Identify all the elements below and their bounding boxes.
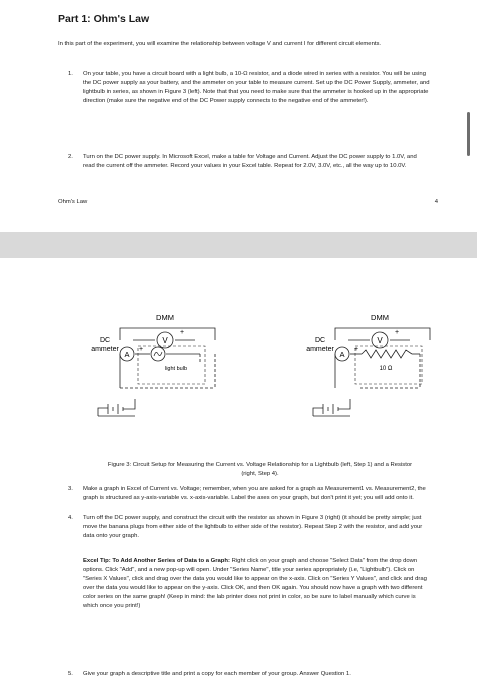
ammeter-label-right: ammeter [306, 346, 334, 353]
page-number: 4 [434, 199, 438, 205]
excel-tip [83, 557, 430, 611]
light-bulb-label: light bulb [164, 366, 188, 372]
intro-paragraph: In this part of the experiment, you will examine the relationship between voltage V and current I for different circuit elements. [58, 41, 382, 47]
dmm-label-left: DMM [156, 313, 174, 322]
page-gap [0, 232, 477, 258]
plus-sign: + [395, 329, 400, 336]
step-text: Turn off the DC power supply, and construct the circuit with the resistor as shown in Figure 3 (right) (it should be pretty simple; just move the banana plugs from either side of the lightbulb to either side of the resistor). Repeat Step 2 with the resistor, and add your data onto your graph. [83, 515, 423, 539]
voltmeter-symbol: V [377, 336, 383, 345]
dc-label-left: DC [99, 337, 111, 344]
step-number: 4. [68, 515, 73, 521]
figure-3-circuits [0, 258, 477, 458]
step-number: 2. [68, 154, 73, 160]
dc-label-right: DC [314, 337, 326, 344]
ammeter-label-left: ammeter [91, 346, 119, 353]
scrollbar[interactable] [467, 112, 470, 156]
step-text: Give your graph a descriptive title and print a copy for each member of your group. Answer Question 1. [83, 671, 351, 677]
step-5 [68, 670, 430, 679]
plus-sign: + [180, 329, 185, 336]
step-2 [68, 153, 430, 171]
document-page-2 [0, 258, 477, 700]
document-page-1 [0, 0, 477, 232]
step-1 [68, 70, 430, 106]
ammeter-symbol: A [339, 350, 345, 359]
plus-sign: + [139, 346, 144, 353]
ammeter-symbol: A [124, 350, 130, 359]
excel-tip-body: Right click on your graph and choose "Select Data" from the drop down options. Click "Add", and a new pop-up will open. Under "Series Name", title your series appropriately (i.e, "Lightbulb"). Click on "Series X Values", click and drag over the data you would like to appear on the x-axis. Click on "Series Y Values", and click and drag over the data you would like to appear on the y-axis. Click OK, and then OK again. You should now have a graph with two different color series on the same graph! (Keep in mind: the lab printer does not print in color, so be sure to label manually which curve is which once you print!) [83, 558, 427, 609]
step-number: 3. [68, 486, 73, 492]
step-number: 1. [68, 71, 73, 77]
step-text: On your table, you have a circuit board with a light bulb, a 10-Ω resistor, and a diode wired in series with a resistor. You will be using the DC power supply as your battery, and the ammeter on your table to measure current. Set up the DC Power Supply, ammeter, and lightbulb in series, as shown in Figure 3 (left). Note that that you need to make sure that the ammeter is hooked up in the appropriate direction (make sure the negative end of the DC Power supply connects to the negative end of the ammeter!). [83, 71, 430, 104]
page-footer-title: Ohm's Law [58, 199, 88, 205]
excel-tip-heading: Excel Tip: To Add Another Series of Data to a Graph: [83, 558, 230, 564]
step-4 [68, 514, 430, 541]
section-title: Part 1: Ohm's Law [58, 13, 150, 25]
step-text: Make a graph in Excel of Current vs. Voltage; remember, when you are asked for a graph as Measurement1 vs. Measurement2, the graph is structured as y-axis-variable vs. x-axis-variable. Label the axes on your graph, but don't print it yet; you will add onto it. [83, 486, 426, 501]
plus-sign: + [354, 346, 359, 353]
step-number: 5. [68, 671, 73, 677]
figure-caption: Figure 3: Circuit Setup for Measuring the Current vs. Voltage Relationship for a Lightbulb (left, Step 1) and a Resistor (right, Step 4). [107, 462, 413, 477]
step-3 [68, 485, 430, 503]
dmm-label-right: DMM [371, 313, 389, 322]
resistor-label: 10 Ω [379, 366, 393, 372]
voltmeter-symbol: V [162, 336, 168, 345]
step-text: Turn on the DC power supply. In Microsoft Excel, make a table for Voltage and Current. Adjust the DC power supply to 1.0V, and read the current off the ammeter. Record your values in your Excel table. Repeat for 2.0V, 3.0V, etc., all the way up to 10.0V. [83, 154, 417, 169]
